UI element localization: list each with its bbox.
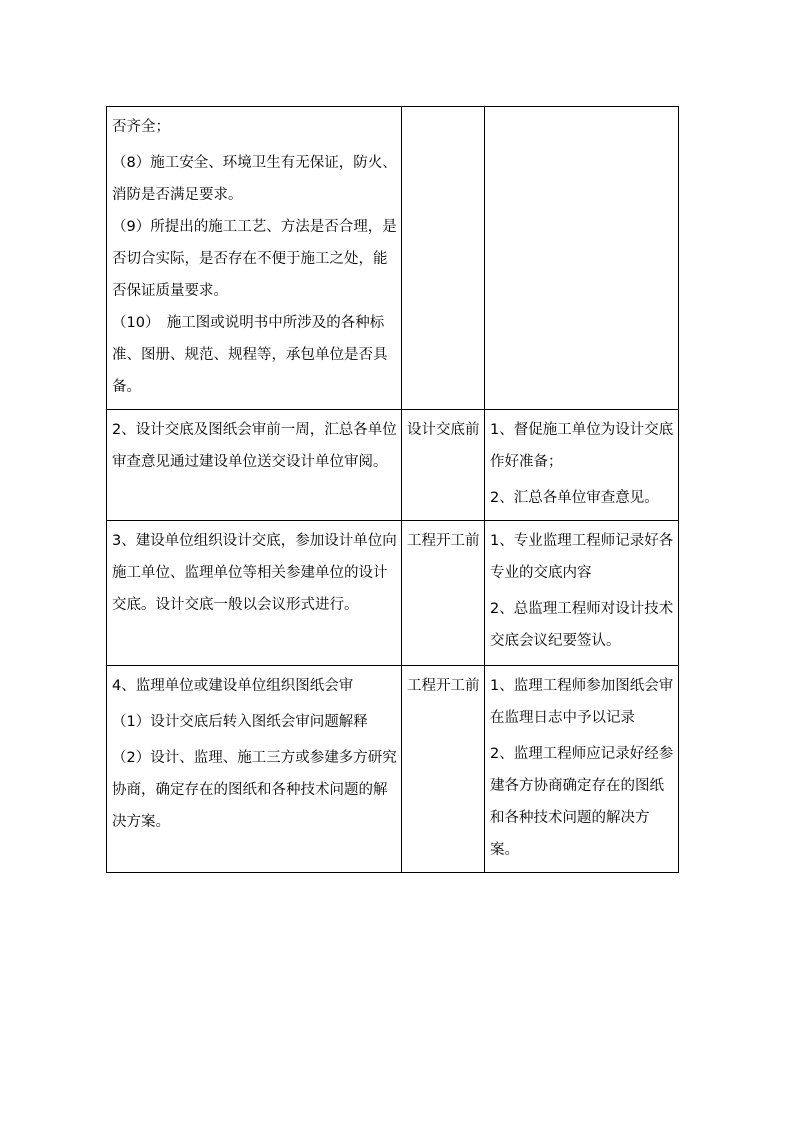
content-text: （1）设计交底后转入图纸会审问题解释 [112, 714, 368, 730]
content-text: 4、监理单位或建设单位组织图纸会审 [112, 678, 354, 694]
procedure-table [106, 106, 679, 873]
supervision-duty-cell [485, 410, 679, 521]
supervision-duty-cell [485, 521, 679, 666]
table-row [107, 107, 679, 410]
duty-text: 1、专业监理工程师记录好各专业的交底内容 [490, 533, 674, 581]
supervision-duty-cell [485, 666, 679, 873]
table-row [107, 666, 679, 873]
timing-text: 工程开工前 [407, 678, 480, 694]
duty-text: 2、汇总各单位审查意见。 [490, 490, 659, 506]
timing-text: 设计交底前 [407, 422, 480, 438]
duty-text: 2、总监理工程师对设计技术交底会议纪要签认。 [490, 601, 674, 649]
content-text: 否齐全； [112, 119, 170, 135]
table-row [107, 521, 679, 666]
work-content-cell [107, 521, 402, 666]
content-text: （8）施工安全、环境卫生有无保证，防火、消防是否满足要求。 [112, 155, 397, 203]
work-content-cell [107, 666, 402, 873]
timing-cell [402, 521, 485, 666]
content-text: 3、建设单位组织设计交底，参加设计单位向施工单位、监理单位等相关参建单位的设计交底。设计交底一般以会议形式进行。 [112, 533, 397, 613]
timing-cell [402, 666, 485, 873]
timing-text: 工程开工前 [407, 533, 480, 549]
duty-text: 2、监理工程师应记录好经参建各方协商确定存在的图纸和各种技术问题的解决方案。 [490, 746, 674, 858]
work-content-cell [107, 410, 402, 521]
content-text: （10） 施工图或说明书中所涉及的各种标准、图册、规范、规程等，承包单位是否具备。 [112, 315, 388, 395]
timing-cell [402, 410, 485, 521]
content-text: 2、设计交底及图纸会审前一周，汇总各单位审查意见通过建设单位送交设计单位审阅。 [112, 422, 397, 470]
supervision-duty-cell [485, 107, 679, 410]
timing-cell [402, 107, 485, 410]
content-text: （2）设计、监理、施工三方或参建多方研究协商，确定存在的图纸和各种技术问题的解决方案。 [112, 750, 397, 830]
duty-text: 1、监理工程师参加图纸会审在监理日志中予以记录 [490, 678, 674, 726]
work-content-cell [107, 107, 402, 410]
table-row [107, 410, 679, 521]
duty-text: 1、督促施工单位为设计交底作好准备； [490, 422, 674, 470]
content-text: （9）所提出的施工工艺、方法是否合理，是否切合实际，是否存在不便于施工之处，能否保证质量要求。 [112, 219, 397, 299]
